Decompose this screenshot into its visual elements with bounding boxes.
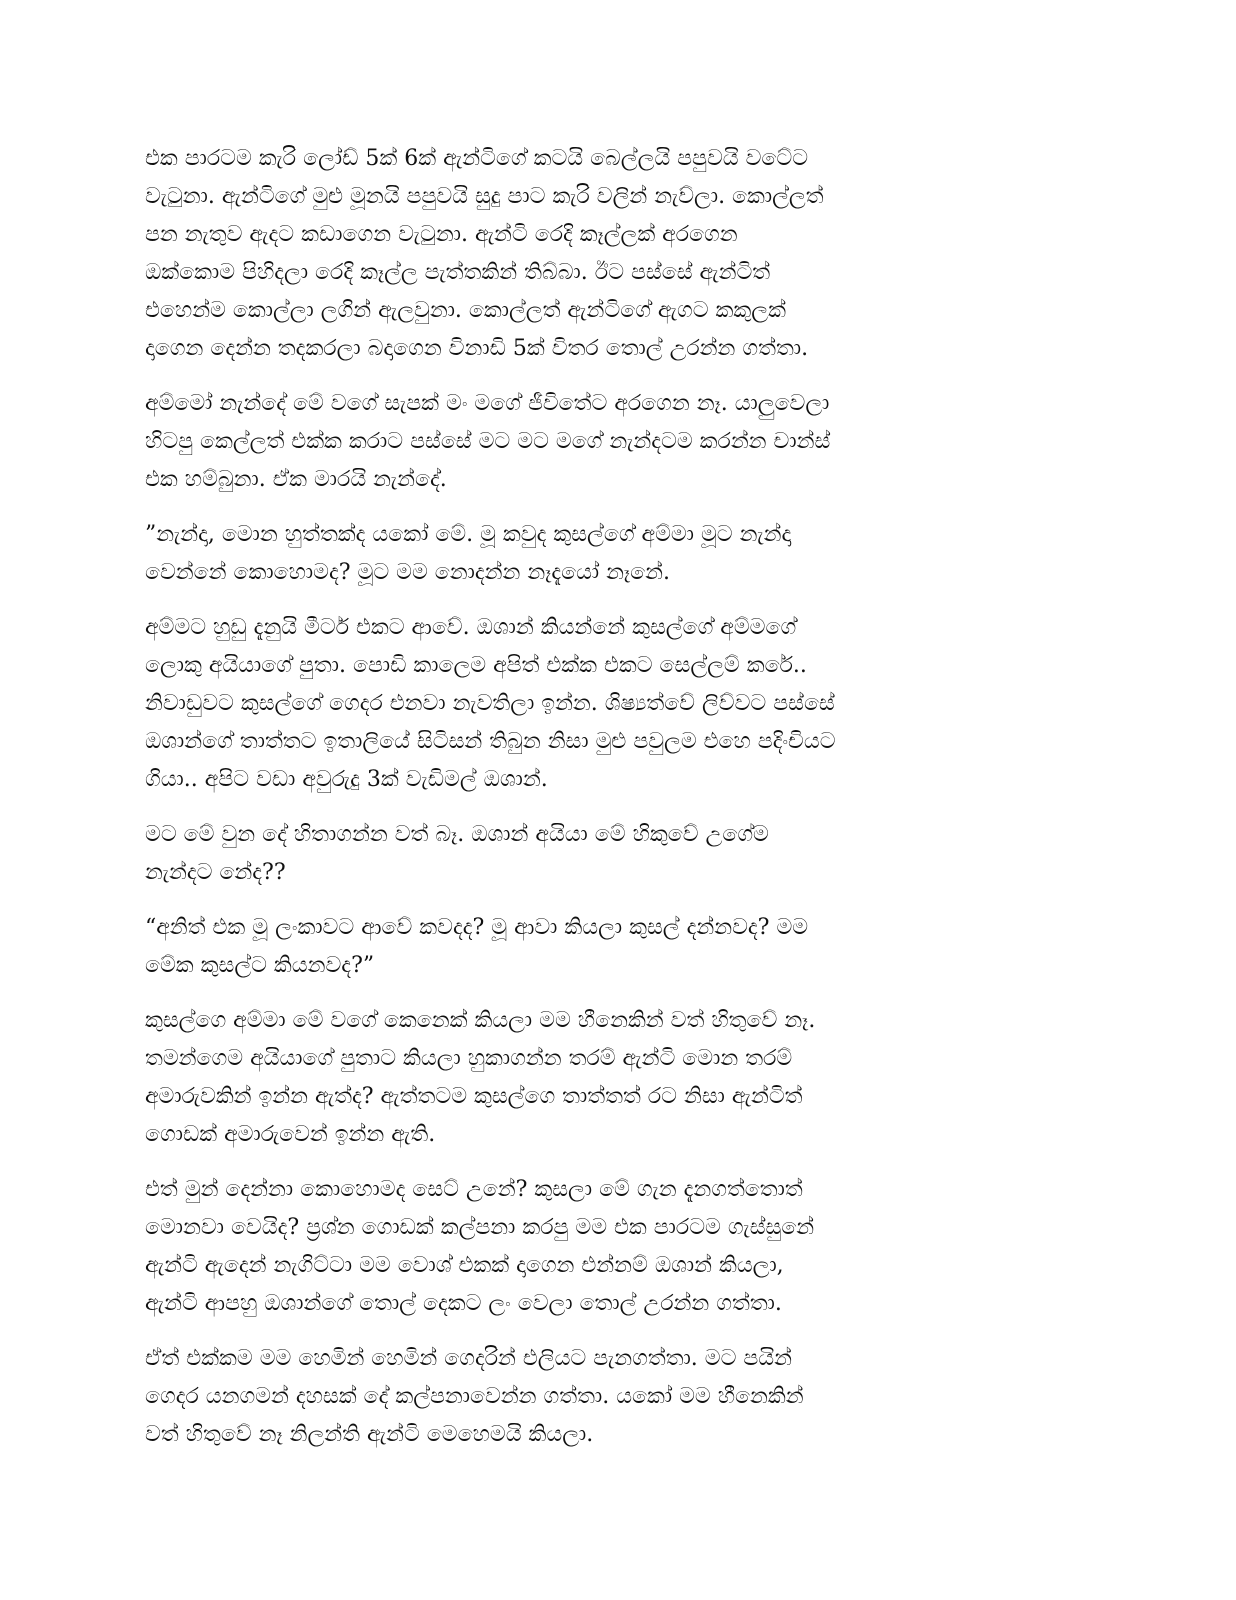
text-line: අම්මෝ නැන්දේ මේ වගේ සැපක් මං මගේ ජීවිතේට අරගෙන නෑ. යාලුවෙලා: [145, 391, 830, 416]
text-line: තමන්ගෙම අයියාගේ පුතාට කියලා හුකාගන්න තරම් ඇන්ටි මොන තරම්: [145, 1046, 793, 1071]
text-line: වත් හිතුවේ නෑ නිලන්ති ඇන්ටි මෙහෙමයි කියලා.: [145, 1422, 594, 1447]
text-line: ”නැන්දා, මොන හුත්තක්ද යකෝ මේ. මූ කවුද කුසල්ගේ අම්මා මූට නැන්දා: [145, 522, 792, 547]
text-line: ගොඩක් අමාරුවෙන් ඉන්න ඇති.: [145, 1122, 436, 1147]
text-line: ඔශාන්ගේ තාත්තට ඉතාලියේ සිටිසන් තිබුන නිසා මුළු පවුලම එහෙ පදිංචියට: [145, 729, 836, 754]
paragraph-4: [145, 609, 1075, 799]
text-line: නැන්දට නේද??: [145, 860, 286, 885]
text-line: කුසල්ගෙ අම්මා මේ වගේ කෙනෙක් කියලා මම හීනෙකින් වත් හිතුවේ නෑ.: [145, 1008, 816, 1033]
text-line: මට මේ වුන දේ හිතාගන්න වත් බෑ. ඔශාන් අයියා මේ හිකුවේ උගේම: [145, 822, 769, 847]
text-line: වෙන්නේ කොහොමද? මූට මම නොදන්න නෑදැයෝ නෑනේ.: [145, 560, 670, 585]
text-line: ලොකු අයියාගේ පුතා. පොඩි කාලෙම අපිත් එක්ක එකට සෙල්ලම් කරේ..: [145, 653, 807, 678]
text-line: නිවාඩුවට කුසල්ගේ ගෙදර එනවා නැවතිලා ඉන්න. ශිෂ්‍යත්වේ ලිව්වට පස්සේ: [145, 691, 835, 716]
paragraph-1: [145, 140, 1075, 368]
paragraph-7: [145, 1002, 1075, 1154]
text-line: හිටපු කෙල්ලත් එක්ක කරාට පස්සේ මට මට මගේ නැන්දටම කරන්න චාන්ස්: [145, 429, 831, 454]
text-line: ගියා.. අපිට වඩා අවුරුදු 3ක් වැඩිමල් ඔශාන්.: [145, 767, 548, 792]
text-line: ඒත් එක්කම මම හෙමින් හෙමින් ගෙදරින් එලියට පැනගත්තා. මට පයින්: [145, 1346, 792, 1371]
paragraph-5: [145, 816, 1075, 892]
text-line: එක පාරටම කැරි ලෝඩ් 5ක් 6ක් ඇන්ටිගේ කටයි බෙල්ලයි පපුවයි වටේට: [145, 146, 809, 171]
text-line: මේක කුසල්ට කියනවද?”: [145, 953, 375, 978]
text-line: ඇන්ටි ආපහු ඔශාන්ගේ තොල් දෙකට ලං වෙලා තොල් උරන්න ගත්තා.: [145, 1291, 782, 1316]
text-line: දාගෙන දෙන්න තදකරලා බදාගෙන විනාඩි 5ක් විතර තොල් උරන්න ගත්තා.: [145, 336, 809, 361]
text-line: මොනවා වෙයිද? ප්‍රශ්න ගොඩක් කල්පනා කරපු මම එක පාරටම ගැස්සුනේ: [145, 1215, 815, 1240]
text-line: ඔක්කොම පිහිදලා රෙදි කෑල්ල පැත්තකින් තිබ්බා. ඊට පස්සේ ඇන්ටිත්: [145, 260, 771, 285]
paragraph-9: [145, 1340, 1075, 1454]
text-line: අමාරුවකින් ඉන්න ඇත්ද? ඇත්තටම කුසල්ගෙ තාත්තත් රට නිසා ඇන්ටිත්: [145, 1084, 803, 1109]
paragraph-6: [145, 909, 1075, 985]
text-line: පන නැතුව ඇදට කඩාගෙන වැටුනා. ඇන්ටි රෙදි කෑල්ලක් අරගෙන: [145, 222, 738, 247]
paragraph-8: [145, 1171, 1075, 1323]
text-line: ඇන්ටි ඇදෙන් නැගිට්ටා මම වොශ් එකක් දාගෙන එන්නම් ඔශාන් කියලා,: [145, 1253, 784, 1278]
text-line: “අනිත් එක මූ ලංකාවට ආවේ කවදද? මූ ආවා කියලා කුසල් දන්නවද? මම: [145, 915, 809, 940]
text-line: එත් මුන් දෙන්නා කොහොමද සෙට් උනේ? කුසලා මේ ගැන දැනගත්තොත්: [145, 1177, 803, 1202]
text-line: අම්මට හුඩු දැනුයි මීටර් එකට ආවේ. ඔශාන් කියන්නේ කුසල්ගේ අම්මගේ: [145, 615, 797, 640]
text-line: වැටුනා. ඇන්ටිගේ මුළු මූනයි පපුවයි සුදු පාට කැරි වලින් නැව්ලා. කොල්ලත්: [145, 184, 824, 209]
body-text: [145, 140, 1075, 1471]
paragraph-3: [145, 516, 1075, 592]
paragraph-2: [145, 385, 1075, 499]
text-line: එහෙන්ම කොල්ලා ලගින් ඇලවුනා. කොල්ලත් ඇන්ටිගේ ඇගට කකුලක්: [145, 298, 786, 323]
text-line: ගෙදර යනගමන් දහසක් දේ කල්පනාවෙන්න ගත්තා. යකෝ මම හීනෙකින්: [145, 1384, 804, 1409]
text-line: එක හම්බුනා. ඒක මාරයි නැන්දේ.: [145, 467, 447, 492]
